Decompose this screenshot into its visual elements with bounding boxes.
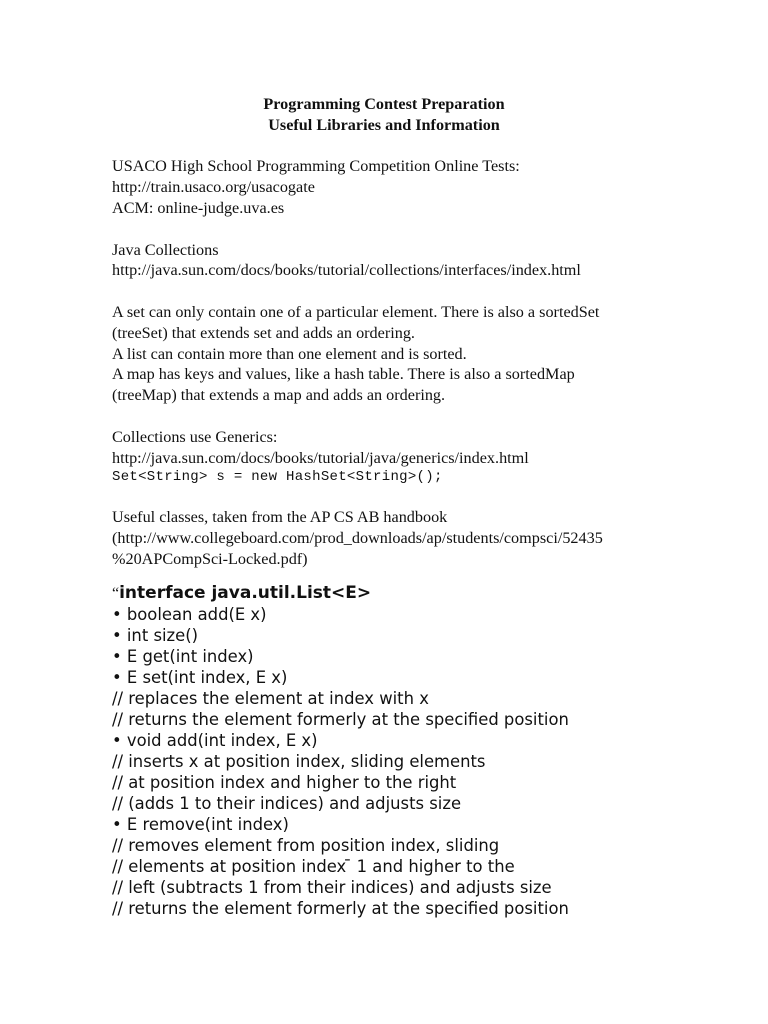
list-interface-line: // at position index and higher to the right bbox=[112, 773, 457, 793]
useful-classes-line: (http://www.collegeboard.com/prod_downloads/ap/students/compsci/52435 bbox=[112, 528, 603, 547]
list-interface-line: • E remove(int index) bbox=[112, 815, 289, 835]
list-interface-line: // elements at position index ̄ 1 and higher to the bbox=[112, 857, 515, 877]
generics-section bbox=[112, 427, 672, 487]
list-interface-line: • void add(int index, E x) bbox=[112, 731, 318, 751]
list-interface-line: • E set(int index, E x) bbox=[112, 668, 288, 688]
description-line: (treeSet) that extends set and adds an ordering. bbox=[112, 323, 415, 342]
list-interface-line: // returns the element formerly at the specified position bbox=[112, 899, 569, 919]
description-line: A set can only contain one of a particular element. There is also a sortedSet bbox=[112, 302, 600, 321]
list-interface-line: // returns the element formerly at the specified position bbox=[112, 710, 569, 730]
title-line-1: Programming Contest Preparation bbox=[263, 95, 505, 113]
generics-code-sample: Set<String> s = new HashSet<String>(); bbox=[112, 469, 443, 486]
list-interface-heading-text: interface java.util.List<E> bbox=[119, 582, 372, 603]
useful-classes-line: Useful classes, taken from the AP CS AB handbook bbox=[112, 508, 448, 527]
collections-heading: Java Collections bbox=[112, 240, 219, 259]
description-line: A map has keys and values, like a hash table. There is also a sortedMap bbox=[112, 365, 575, 384]
list-interface-line: // inserts x at position index, sliding elements bbox=[112, 752, 486, 772]
usaco-heading: USACO High School Programming Competition Online Tests: bbox=[112, 157, 520, 176]
list-interface-line: • boolean add(E x) bbox=[112, 605, 267, 625]
list-interface-line: // replaces the element at index with x bbox=[112, 689, 429, 709]
generics-heading: Collections use Generics: bbox=[112, 427, 278, 446]
useful-classes-line: %20APCompSci-Locked.pdf) bbox=[112, 549, 308, 568]
list-interface-line: • int size() bbox=[112, 626, 199, 646]
collections-section bbox=[112, 240, 672, 282]
list-interface-line: // removes element from position index, sliding bbox=[112, 836, 500, 856]
document-page bbox=[112, 94, 672, 919]
description-line: A list can contain more than one element and is sorted. bbox=[112, 344, 467, 363]
opening-quote-mark: “ bbox=[112, 584, 120, 602]
usaco-section bbox=[112, 156, 672, 218]
generics-url: http://java.sun.com/docs/books/tutorial/java/generics/index.html bbox=[112, 448, 529, 467]
description-line: (treeMap) that extends a map and adds an ordering. bbox=[112, 386, 446, 405]
usaco-url: http://train.usaco.org/usacogate bbox=[112, 178, 315, 197]
title-line-2: Useful Libraries and Information bbox=[268, 115, 500, 134]
list-interface-line: // left (subtracts 1 from their indices) and adjusts size bbox=[112, 878, 552, 898]
list-interface-line: • E get(int index) bbox=[112, 647, 254, 667]
useful-classes-section bbox=[112, 507, 672, 569]
collections-url: http://java.sun.com/docs/books/tutorial/collections/interfaces/index.html bbox=[112, 261, 581, 280]
document-title bbox=[112, 94, 656, 136]
description-section bbox=[112, 302, 672, 406]
list-interface-heading bbox=[112, 583, 672, 605]
acm-line: ACM: online-judge.uva.es bbox=[112, 198, 285, 217]
list-interface-section bbox=[112, 583, 672, 920]
list-interface-line: // (adds 1 to their indices) and adjusts size bbox=[112, 794, 462, 814]
